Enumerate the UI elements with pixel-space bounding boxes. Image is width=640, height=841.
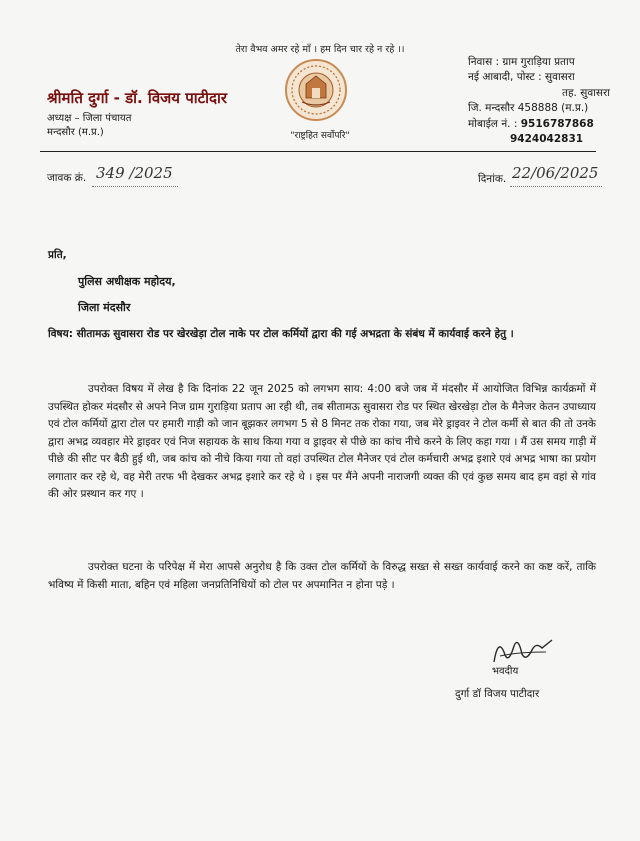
signatory-name: दुर्गा डॉ विजय पाटीदार — [455, 688, 540, 700]
sender-role: अध्यक्ष – जिला पंचायत — [47, 113, 132, 124]
letter-date: 22/06/2025 — [512, 164, 599, 182]
header-divider — [40, 151, 596, 152]
letter-subject: विषय: सीतामऊ सुवासरा रोड पर खेरखेड़ा टोल नाके पर टोल कर्मियों द्वारा की गई अभद्रता के संबंध में कार्यवाई करने हेतु । — [48, 328, 514, 340]
javak-number: 349 /2025 — [96, 164, 173, 182]
sender-name: श्रीमति दुर्गा - डॉ. विजय पाटीदार — [47, 89, 228, 107]
mobile-number: 9516787868 — [520, 117, 594, 130]
tagline: "राष्ट्रहित सर्वोपरि" — [290, 131, 350, 141]
date-dotted-line — [510, 186, 602, 187]
address-line: जि. मन्दसौर 458888 (म.प्र.) — [468, 102, 589, 115]
mobile-line — [468, 117, 618, 132]
closing-text: भवदीय — [492, 666, 519, 677]
recipient-title: पुलिस अधीक्षक महोदय, — [78, 275, 176, 288]
address-line: तह. सुवासरा — [561, 86, 610, 99]
date-label: दिनांक. — [478, 173, 507, 185]
emblem-seal-icon — [284, 58, 348, 124]
javak-label: जावक क्रं. — [47, 172, 87, 184]
body-paragraph-1: उपरोक्त विषय में लेख है कि दिनांक 22 जून 2025 को लगभग साय: 4:00 बजे जब में मंदसौर में आयोजित विभिन्न कार्यक्रमों में उपस्थित होकर मंदसौर से अपने निज ग्राम गुराड़िया प्रताप आ रही थी, तब सीतामऊ सुवासरा रोड पर स्थित खेरखेड़ा टोल के मैनेजर केतन उपाध्याय एवं टोल कर्मियों द्वारा टोल पर हमारी गाड़ी को जान बूझकर लगभग 5 से 8 मिनट तक रोका गया, जब मेरे ड्राइवर ने टोल कर्मी से बात की तो उनके द्वारा अभद्र व्यवहार मेरे ड्राइवर एवं निज सहायक के साथ किया गया व ड्राइवर से पीछे का कांच नीचे करने के लिए कहा गया । मैं उस समय गाड़ी में पीछे की सीट पर बैठी हुई थी, जब कांच को नीचे किया गया तो वहां उपस्थित टोल मैनेजर एवं टोल कर्मचारी अभद्र इशारे एवं अभद्र भाषा का प्रयोग लगातार कर रहे थे, वह मेरी तरफ भी देखकर अभद्र इशारे कर रहे थे । इस पर मैंने अपनी नाराजगी व्यक्त की एवं कुछ समय बाद हम वहां से गांव की ओर प्रस्थान कर गए । — [48, 383, 596, 500]
recipient-location: जिला मंदसौर — [78, 301, 131, 314]
body-paragraph-2: उपरोक्त घटना के परिपेक्ष में मेरा आपसे अनुरोध है कि उक्त टोल कर्मियों के विरुद्ध सख्त से सख्त कार्यवाई करने का कष्ट करें, ताकि भविष्य में किसी माता, बहिन एवं महिला जनप्रतिनिधियों को टोल पर अपमानित न होना पड़े । — [48, 561, 596, 591]
sender-location: मन्दसौर (म.प्र.) — [47, 127, 104, 138]
header-motto: तेरा वैभव अमर रहे माँ । हम दिन चार रहे न रहे ।। — [235, 44, 405, 55]
address-block — [468, 55, 618, 147]
javak-dotted-line — [92, 186, 178, 187]
address-line: निवास : ग्राम गुराड़िया प्रताप — [468, 56, 575, 68]
mobile-label: मोबाईल नं. : — [468, 117, 518, 130]
mobile-number: 9424042831 — [510, 133, 584, 146]
salutation-to: प्रति, — [48, 249, 67, 261]
address-line: नई आबादी, पोस्ट : सुवासरा — [468, 71, 575, 84]
